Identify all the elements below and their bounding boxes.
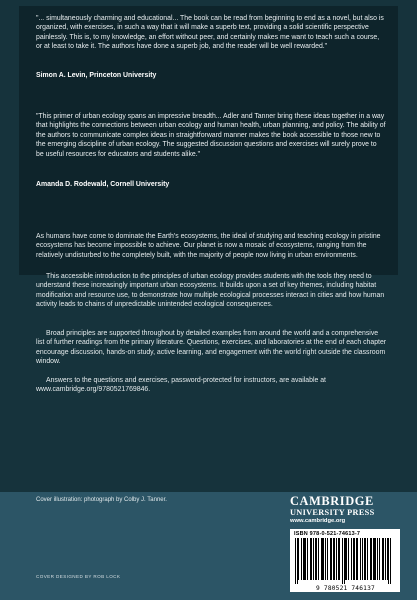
barcode-bar (387, 538, 388, 580)
barcode-bar (297, 538, 298, 584)
barcode-bar (305, 538, 306, 580)
description-paragraph-3: Broad principles are supported throughout by detailed examples from around the world and a comprehensive list of further readings from the primary literature. Questions, exercises, and laboratories at the end of each chapter encourage discussion, hands-on study, active learning, and engagement with the world right outside the classroom window. (36, 330, 387, 366)
barcode-bar (357, 538, 358, 580)
barcode-bar (374, 538, 375, 580)
barcode-bar (388, 538, 389, 584)
barcode-bar (315, 538, 316, 580)
barcode-bar (338, 538, 339, 580)
barcode-bar (346, 538, 347, 580)
barcode-bar (371, 538, 372, 580)
barcode-bar (364, 538, 365, 580)
cover-designer-credit: COVER DESIGNED BY ROB LOCK (36, 574, 121, 579)
praise-attribution-1: Simon A. Levin, Princeton University (36, 72, 157, 79)
barcode-bar (336, 538, 337, 580)
barcode-bar (316, 538, 317, 580)
barcode-bar (367, 538, 368, 580)
barcode-bar (356, 538, 357, 580)
barcode-bar (344, 538, 345, 584)
barcode-bar (375, 538, 376, 580)
cover-illustration-credit: Cover illustration: photograph by Colby J. Tanner. (36, 497, 167, 503)
publisher-subname: UNIVERSITY PRESS (290, 508, 375, 517)
barcode-bar (318, 538, 319, 580)
barcode-bar (362, 538, 363, 580)
barcode-bar (342, 538, 343, 584)
isbn-label: ISBN 978-0-521-74613-7 (294, 531, 361, 537)
barcode-bar (385, 538, 386, 580)
barcode-bar (339, 538, 340, 580)
barcode-bar (310, 538, 311, 580)
barcode-bar (330, 538, 331, 580)
barcode-bar (373, 538, 374, 580)
barcode-bar (345, 538, 346, 580)
barcode-bar (379, 538, 380, 580)
barcode-bar (383, 538, 384, 580)
barcode-bar (327, 538, 328, 580)
barcode-bar (307, 538, 308, 580)
barcode-bar (321, 538, 322, 580)
barcode-bar (351, 538, 352, 580)
description-paragraph-1: As humans have come to dominate the Earth's ecosystems, the ideal of studying and teaching ecology in pristine ecosystems has become impossible to achieve. Our planet is now a mosaic of ecosystems, ranging from the relatively undisturbed to the completely built, with the majority of people now living in urban environments. (36, 233, 381, 259)
praise-quote-1: "... simultaneously charming and educational... The book can be read from beginning to end as a novel, but also is organized, with exercises, in such a way that it will make a superb text, providing a solid scientific perspective painlessly. This is, to my knowledge, an effort without peer, and certainly makes me want to teach such a course, or at least to take it. The authors have done a superb job, and the reader will be well rewarded." (36, 15, 384, 51)
barcode-bar (354, 538, 355, 580)
barcode-bar (370, 538, 371, 580)
barcode-bar (323, 538, 324, 580)
publisher-name: CAMBRIDGE (290, 494, 374, 508)
barcode-bar (313, 538, 314, 580)
praise-quote-2: "This primer of urban ecology spans an impressive breadth... Adler and Tanner bring these ideas together in a way that highlights the connections between urban ecology and human health, urban planning, and policy. The ability of the authors to communicate complex ideas in straightforward manner makes the book accessible to those new to the emerging discipline of urban ecology. The suggested discussion questions and exercises will surely prove to be useful resources for educators and students alike." (36, 113, 386, 158)
barcode-box (290, 529, 400, 592)
barcode-bar (353, 538, 354, 580)
barcode-bar (333, 538, 334, 580)
barcode-bar (295, 538, 296, 584)
barcode-bar (365, 538, 366, 580)
barcode-icon (293, 538, 397, 584)
barcode-bar (298, 538, 299, 580)
barcode-bar (334, 538, 335, 580)
barcode-number: 9 780521 746137 (316, 585, 375, 592)
barcode-bar (322, 538, 323, 580)
barcode-bar (360, 538, 361, 580)
barcode-bar (311, 538, 312, 580)
description-paragraph-2: This accessible introduction to the principles of urban ecology provides students with the tools they need to understand these increasingly important urban ecosystems. It builds upon a set of key themes, including habitat modification and resource use, to demonstrate how multiple ecological processes interact in cities and how human activity leads to chains of unpredictable unintended ecological consequences. (36, 273, 385, 309)
publisher-logo (290, 495, 400, 525)
barcode-bar (348, 538, 349, 580)
barcode-bar (377, 538, 378, 580)
praise-attribution-2: Amanda D. Rodewald, Cornell University (36, 181, 170, 188)
barcode-bar (303, 538, 304, 580)
barcode-bar (325, 538, 326, 580)
barcode-bar (301, 538, 302, 580)
description-paragraph-4: Answers to the questions and exercises, password-protected for instructors, are available at www.cambridge.org/9780521769846. (36, 377, 326, 394)
barcode-bar (382, 538, 383, 580)
barcode-bar (304, 538, 305, 580)
publisher-url: www.cambridge.org (290, 518, 346, 524)
barcode-bar (331, 538, 332, 580)
barcode-bar (390, 538, 391, 584)
